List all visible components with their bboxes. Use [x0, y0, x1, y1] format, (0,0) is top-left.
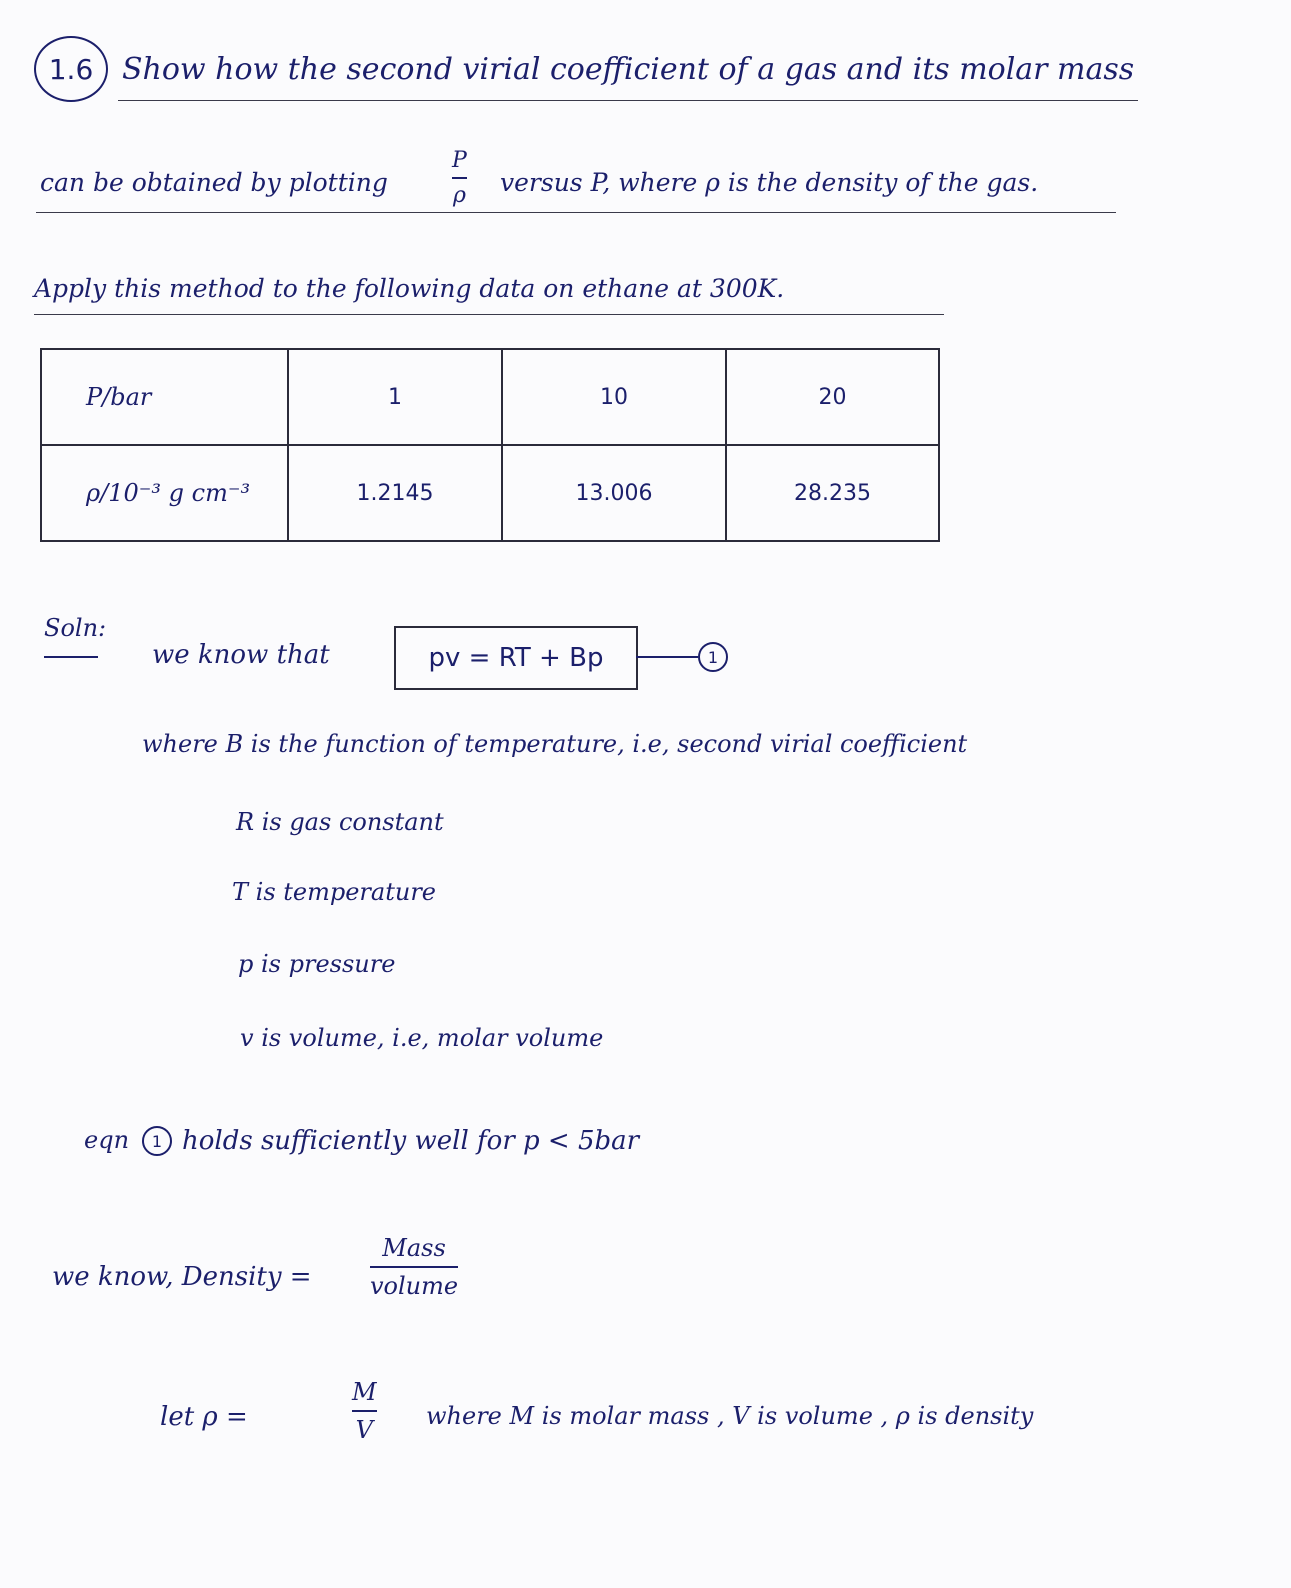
question-line-3: Apply this method to the following data on ethane at 300K.: [34, 274, 785, 303]
ethane-data-table: [40, 348, 940, 542]
fraction-numerator: Mass: [382, 1234, 446, 1262]
equation-ref-circle: 1: [698, 642, 728, 672]
let-prefix: let ρ =: [160, 1402, 248, 1432]
question-number: 1.6: [34, 36, 108, 102]
ruled-line: [118, 100, 1138, 101]
m-over-v-fraction: [352, 1378, 377, 1444]
solution-underline: [44, 656, 98, 658]
let-suffix: where M is molar mass , V is volume , ρ is density: [426, 1402, 1034, 1430]
equation-box: pv = RT + Bp: [394, 626, 638, 690]
solution-label: Soln:: [44, 614, 107, 642]
ruled-line: [34, 314, 944, 315]
question-line-2-suffix: versus P, where ρ is the density of the gas.: [500, 168, 1039, 197]
fraction-numerator: P: [452, 148, 467, 173]
fraction-denominator: V: [355, 1416, 373, 1444]
fraction-bar: [370, 1266, 458, 1268]
holds-suffix: holds sufficiently well for p < 5bar: [182, 1126, 640, 1156]
mass-over-volume-fraction: [370, 1234, 458, 1300]
question-line-2-prefix: can be obtained by plotting: [40, 168, 388, 197]
p-over-rho-fraction: [452, 148, 467, 208]
table-cell: 28.235: [726, 445, 939, 541]
v-definition: v is volume, i.e, molar volume: [240, 1024, 604, 1052]
table-cell: 13.006: [502, 445, 726, 541]
fraction-numerator: M: [352, 1378, 377, 1406]
fraction-denominator: ρ: [452, 183, 466, 208]
ruled-line: [36, 212, 1116, 213]
where-line: where B is the function of temperature, i.e, second virial coefficient: [142, 730, 968, 758]
fraction-bar: [452, 177, 467, 179]
equation-pointer: [636, 656, 698, 658]
density-prefix: we know, Density =: [52, 1262, 312, 1292]
table-cell: P/bar: [41, 349, 288, 445]
table-cell: 1: [288, 349, 502, 445]
t-definition: T is temperature: [232, 878, 436, 906]
we-know-that: we know that: [152, 640, 330, 670]
table-row-density: [41, 445, 939, 541]
fraction-bar: [352, 1410, 377, 1412]
table-cell: 20: [726, 349, 939, 445]
table-cell: 10: [502, 349, 726, 445]
fraction-denominator: volume: [370, 1272, 459, 1300]
table-row-pressure: [41, 349, 939, 445]
table-cell: ρ/10⁻³ g cm⁻³: [41, 445, 288, 541]
table-cell: 1.2145: [288, 445, 502, 541]
question-line-1: Show how the second virial coefficient of a gas and its molar mass: [122, 52, 1135, 87]
holds-ref-circle: 1: [142, 1126, 172, 1156]
p-definition: p is pressure: [238, 950, 396, 978]
r-definition: R is gas constant: [236, 808, 444, 836]
holds-prefix: eqn: [84, 1126, 130, 1154]
